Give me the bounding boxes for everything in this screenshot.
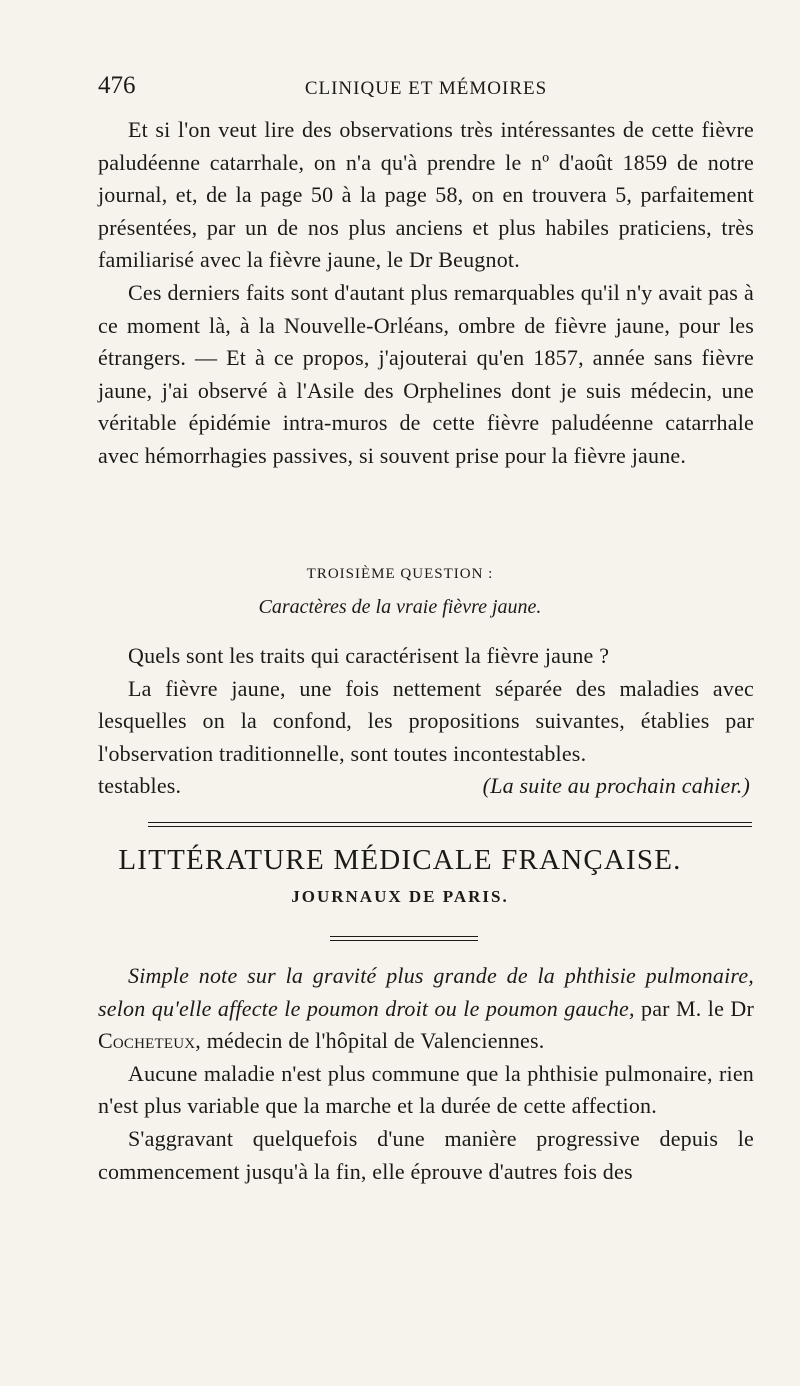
section-fievre-paludeenne bbox=[98, 114, 754, 473]
section-title: LITTÉRATURE MÉDICALE FRANÇAISE. bbox=[118, 844, 682, 876]
double-rule-bottom bbox=[148, 826, 752, 827]
article-title: Simple note sur la gravité plus grande de la phthisie pulmonaire, selon qu'elle affecte le poumon droit ou le poumon gauche, bbox=[98, 963, 754, 1021]
double-rule-top bbox=[148, 822, 752, 823]
short-rule-bottom bbox=[330, 940, 478, 941]
question-heading: TROISIÈME QUESTION : bbox=[306, 566, 494, 582]
to-be-continued-note: (La suite au prochain cahier.) bbox=[482, 773, 750, 799]
running-title: CLINIQUE ET MÉMOIRES bbox=[304, 78, 548, 99]
paragraph: Aucune maladie n'est plus commune que la phthisie pulmonaire, rien n'est plus variable que la marche et la durée de cette affection. bbox=[98, 1060, 754, 1119]
paragraph: Ces derniers faits sont d'autant plus remarquables qu'il n'y avait pas à ce moment là, à la Nouvelle-Orléans, ombre de fièvre jaune, pour les étrangers. — Et à ce propos, j'ajouterai qu'en 1857, année sans fièvre jaune, j'ai observé à l'Asile des Orphelines dont je suis médecin, une véritable épidémie intra-muros de cette fièvre paludéenne catarrhale avec hémorrhagies passives, si souvent prise pour la fièvre jaune. bbox=[98, 279, 754, 468]
question-subtitle: Caractères de la vraie fièvre jaune. bbox=[258, 596, 542, 618]
page-number: 476 bbox=[98, 72, 136, 99]
article-affiliation: , médecin de l'hôpital de Valenciennes. bbox=[195, 1028, 545, 1054]
paragraph: S'aggravant quelquefois d'une manière progressive depuis le commencement jusqu'à la fin, elle éprouve d'autres fois des bbox=[98, 1125, 754, 1184]
article-heading bbox=[98, 960, 754, 1058]
running-header bbox=[98, 72, 754, 108]
section-caracteres bbox=[98, 640, 754, 803]
short-rule-top bbox=[330, 936, 478, 937]
article-phthisie bbox=[98, 960, 754, 1188]
paragraph-text: La fièvre jaune, une fois nettement séparée des maladies avec lesquelles on la confond, les propositions suivantes, établies par l'observation traditionnelle, sont toutes incontestables. bbox=[98, 675, 754, 766]
paragraph bbox=[98, 673, 754, 771]
continuation-line bbox=[98, 770, 754, 803]
last-word: testables. bbox=[98, 773, 182, 799]
section-subtitle: JOURNAUX DE PARIS. bbox=[291, 887, 509, 906]
article-author: Cocheteux bbox=[98, 1028, 196, 1054]
paragraph: Et si l'on veut lire des observations très intéressantes de cette fièvre paludéenne catarrhale, on n'a qu'à prendre le nº d'août 1859 de notre journal, et, de la page 50 à la page 58, on en trouvera 5, parfaitement présentées, par un de nos plus anciens et plus habiles praticiens, très familiarisé avec la fièvre jaune, le Dr Beugnot. bbox=[98, 117, 754, 273]
paragraph: Quels sont les traits qui caractérisent la fièvre jaune ? bbox=[128, 643, 610, 668]
article-by: par M. le Dr bbox=[634, 995, 754, 1021]
